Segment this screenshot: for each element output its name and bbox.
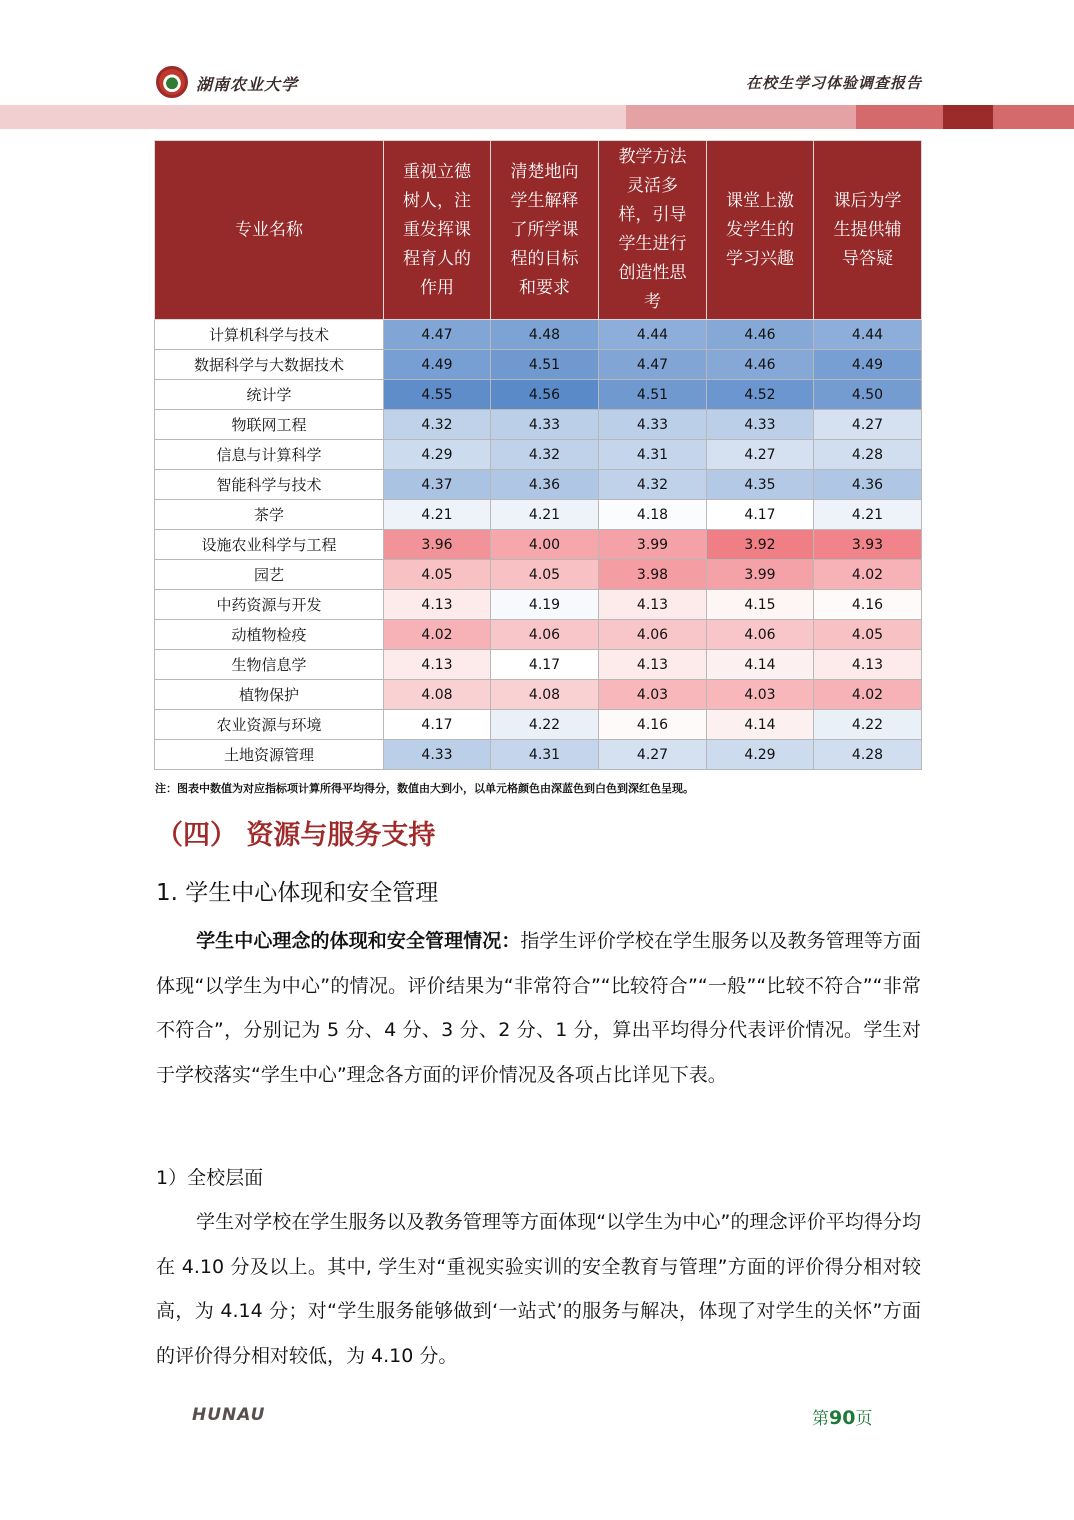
score-cell: 4.47 xyxy=(599,350,707,380)
score-cell: 4.46 xyxy=(707,350,814,380)
score-cell: 4.03 xyxy=(599,680,707,710)
major-name-cell: 生物信息学 xyxy=(155,650,384,680)
score-cell: 3.96 xyxy=(384,530,491,560)
major-name-cell: 信息与计算科学 xyxy=(155,440,384,470)
major-name-cell: 土地资源管理 xyxy=(155,740,384,770)
score-cell: 4.00 xyxy=(491,530,599,560)
score-cell: 4.05 xyxy=(814,620,922,650)
major-name-cell: 中药资源与开发 xyxy=(155,590,384,620)
header-band-3 xyxy=(856,105,943,129)
score-cell: 4.08 xyxy=(384,680,491,710)
section-title: （四） 资源与服务支持 xyxy=(156,820,436,851)
major-name-cell: 计算机科学与技术 xyxy=(155,320,384,350)
paragraph-lead: 学生中心理念的体现和安全管理情况： xyxy=(196,930,521,952)
column-header: 课堂上激 发学生的 学习兴趣 xyxy=(707,141,814,320)
score-cell: 4.08 xyxy=(491,680,599,710)
sub-heading: 1）全校层面 xyxy=(156,1167,264,1189)
score-cell: 4.49 xyxy=(814,350,922,380)
page-prefix: 第 xyxy=(812,1409,829,1429)
score-cell: 4.02 xyxy=(814,560,922,590)
header-band-1 xyxy=(0,105,626,129)
score-cell: 4.32 xyxy=(384,410,491,440)
score-cell: 4.14 xyxy=(707,710,814,740)
score-cell: 4.21 xyxy=(384,500,491,530)
score-cell: 4.13 xyxy=(384,590,491,620)
score-cell: 4.22 xyxy=(491,710,599,740)
score-cell: 4.21 xyxy=(491,500,599,530)
score-cell: 4.36 xyxy=(814,470,922,500)
score-cell: 4.51 xyxy=(599,380,707,410)
score-cell: 4.15 xyxy=(707,590,814,620)
score-cell: 4.22 xyxy=(814,710,922,740)
paragraph-student-centered xyxy=(156,919,921,1097)
score-cell: 4.46 xyxy=(707,320,814,350)
score-cell: 4.28 xyxy=(814,440,922,470)
table-note: 注：图表中数值为对应指标项计算所得平均得分，数值由大到小，以单元格颜色由深蓝色到白色到深红色呈现。 xyxy=(155,782,694,795)
table-row xyxy=(155,470,922,500)
score-cell: 4.13 xyxy=(599,650,707,680)
score-cell: 4.33 xyxy=(707,410,814,440)
score-cell: 4.49 xyxy=(384,350,491,380)
score-table xyxy=(154,140,922,770)
score-cell: 4.44 xyxy=(814,320,922,350)
university-logo-icon xyxy=(156,66,188,98)
score-cell: 4.33 xyxy=(384,740,491,770)
score-cell: 4.47 xyxy=(384,320,491,350)
table-row xyxy=(155,590,922,620)
table-row xyxy=(155,710,922,740)
page-number-value: 90 xyxy=(829,1407,856,1429)
score-cell: 4.35 xyxy=(707,470,814,500)
major-name-cell: 智能科学与技术 xyxy=(155,470,384,500)
table-row xyxy=(155,560,922,590)
score-cell: 4.03 xyxy=(707,680,814,710)
score-cell: 4.32 xyxy=(491,440,599,470)
score-cell: 3.93 xyxy=(814,530,922,560)
score-cell: 4.31 xyxy=(599,440,707,470)
score-cell: 4.50 xyxy=(814,380,922,410)
table-row xyxy=(155,440,922,470)
score-cell: 4.13 xyxy=(814,650,922,680)
page-number xyxy=(812,1404,872,1429)
page-suffix: 页 xyxy=(855,1409,873,1429)
score-cell: 4.55 xyxy=(384,380,491,410)
score-cell: 4.33 xyxy=(599,410,707,440)
score-cell: 4.18 xyxy=(599,500,707,530)
table-row xyxy=(155,620,922,650)
score-cell: 4.05 xyxy=(491,560,599,590)
score-cell: 4.48 xyxy=(491,320,599,350)
score-cell: 4.13 xyxy=(384,650,491,680)
table-row xyxy=(155,650,922,680)
major-name-cell: 植物保护 xyxy=(155,680,384,710)
score-cell: 4.51 xyxy=(491,350,599,380)
table-row xyxy=(155,530,922,560)
score-cell: 4.36 xyxy=(491,470,599,500)
score-cell: 4.56 xyxy=(491,380,599,410)
score-cell: 4.06 xyxy=(491,620,599,650)
score-cell: 4.28 xyxy=(814,740,922,770)
score-cell: 4.32 xyxy=(599,470,707,500)
paragraph-body: 指学生评价学校在学生服务以及教务管理等方面体现“以学生为中心”的情况。评价结果为“非常符合”“比较符合”“一般”“比较不符合”“非常不符合”，分别记为 5 分、4 分、3 分、2 分、1 分，算出平均得分代表评价情况。学生对于学校落实“学生中心”理念各方面的评价情况及各项占比详见下表。 xyxy=(156,930,921,1086)
header-band-5 xyxy=(993,105,1074,129)
header-band-4 xyxy=(943,105,993,129)
subsection-title: 1. 学生中心体现和安全管理 xyxy=(156,880,439,906)
score-cell: 4.02 xyxy=(384,620,491,650)
paragraph-school-level xyxy=(156,1200,921,1378)
column-header: 教学方法 灵活多 样，引导 学生进行 创造性思 考 xyxy=(599,141,707,320)
score-cell: 3.99 xyxy=(599,530,707,560)
score-cell: 4.17 xyxy=(707,500,814,530)
major-name-cell: 农业资源与环境 xyxy=(155,710,384,740)
column-header: 清楚地向 学生解释 了所学课 程的目标 和要求 xyxy=(491,141,599,320)
major-name-cell: 数据科学与大数据技术 xyxy=(155,350,384,380)
score-cell: 4.44 xyxy=(599,320,707,350)
score-cell: 4.02 xyxy=(814,680,922,710)
major-name-cell: 设施农业科学与工程 xyxy=(155,530,384,560)
score-cell: 4.37 xyxy=(384,470,491,500)
score-cell: 4.16 xyxy=(814,590,922,620)
score-cell: 4.27 xyxy=(599,740,707,770)
table-row xyxy=(155,740,922,770)
score-cell: 4.19 xyxy=(491,590,599,620)
score-cell: 3.92 xyxy=(707,530,814,560)
score-cell: 4.16 xyxy=(599,710,707,740)
table-row xyxy=(155,320,922,350)
score-cell: 4.17 xyxy=(491,650,599,680)
score-cell: 4.29 xyxy=(384,440,491,470)
score-cell: 3.99 xyxy=(707,560,814,590)
score-cell: 4.52 xyxy=(707,380,814,410)
footer-brand: HUNAU xyxy=(192,1405,266,1425)
major-name-cell: 园艺 xyxy=(155,560,384,590)
major-name-cell: 统计学 xyxy=(155,380,384,410)
paragraph-body: 学生对学校在学生服务以及教务管理等方面体现“以学生为中心”的理念评价平均得分均在 4.10 分及以上。其中, 学生对“重视实验实训的安全教育与管理”方面的评价得分相对较高，为 4.14 分；对“学生服务能够做到‘一站式’的服务与解决，体现了对学生的关怀”方面的评价得分相对较低，为 4.10 分。 xyxy=(156,1211,921,1367)
score-cell: 4.17 xyxy=(384,710,491,740)
major-name-cell: 动植物检疫 xyxy=(155,620,384,650)
school-name: 湖南农业大学 xyxy=(196,75,299,94)
table-header-row xyxy=(155,141,922,320)
page-header xyxy=(0,0,1074,130)
column-header: 重视立德 树人，注 重发挥课 程育人的 作用 xyxy=(384,141,491,320)
report-title: 在校生学习体验调查报告 xyxy=(745,74,922,92)
table-row xyxy=(155,350,922,380)
score-cell: 4.05 xyxy=(384,560,491,590)
score-cell: 4.06 xyxy=(599,620,707,650)
column-header: 课后为学 生提供辅 导答疑 xyxy=(814,141,922,320)
table-row xyxy=(155,380,922,410)
score-cell: 4.06 xyxy=(707,620,814,650)
score-cell: 4.14 xyxy=(707,650,814,680)
score-cell: 4.27 xyxy=(814,410,922,440)
score-cell: 4.21 xyxy=(814,500,922,530)
header-band-2 xyxy=(626,105,856,129)
score-cell: 4.27 xyxy=(707,440,814,470)
score-cell: 4.33 xyxy=(491,410,599,440)
score-cell: 4.13 xyxy=(599,590,707,620)
score-cell: 4.31 xyxy=(491,740,599,770)
table-row xyxy=(155,500,922,530)
column-header: 专业名称 xyxy=(155,141,384,320)
score-cell: 4.29 xyxy=(707,740,814,770)
table-row xyxy=(155,680,922,710)
major-name-cell: 茶学 xyxy=(155,500,384,530)
table-row xyxy=(155,410,922,440)
major-name-cell: 物联网工程 xyxy=(155,410,384,440)
score-cell: 3.98 xyxy=(599,560,707,590)
